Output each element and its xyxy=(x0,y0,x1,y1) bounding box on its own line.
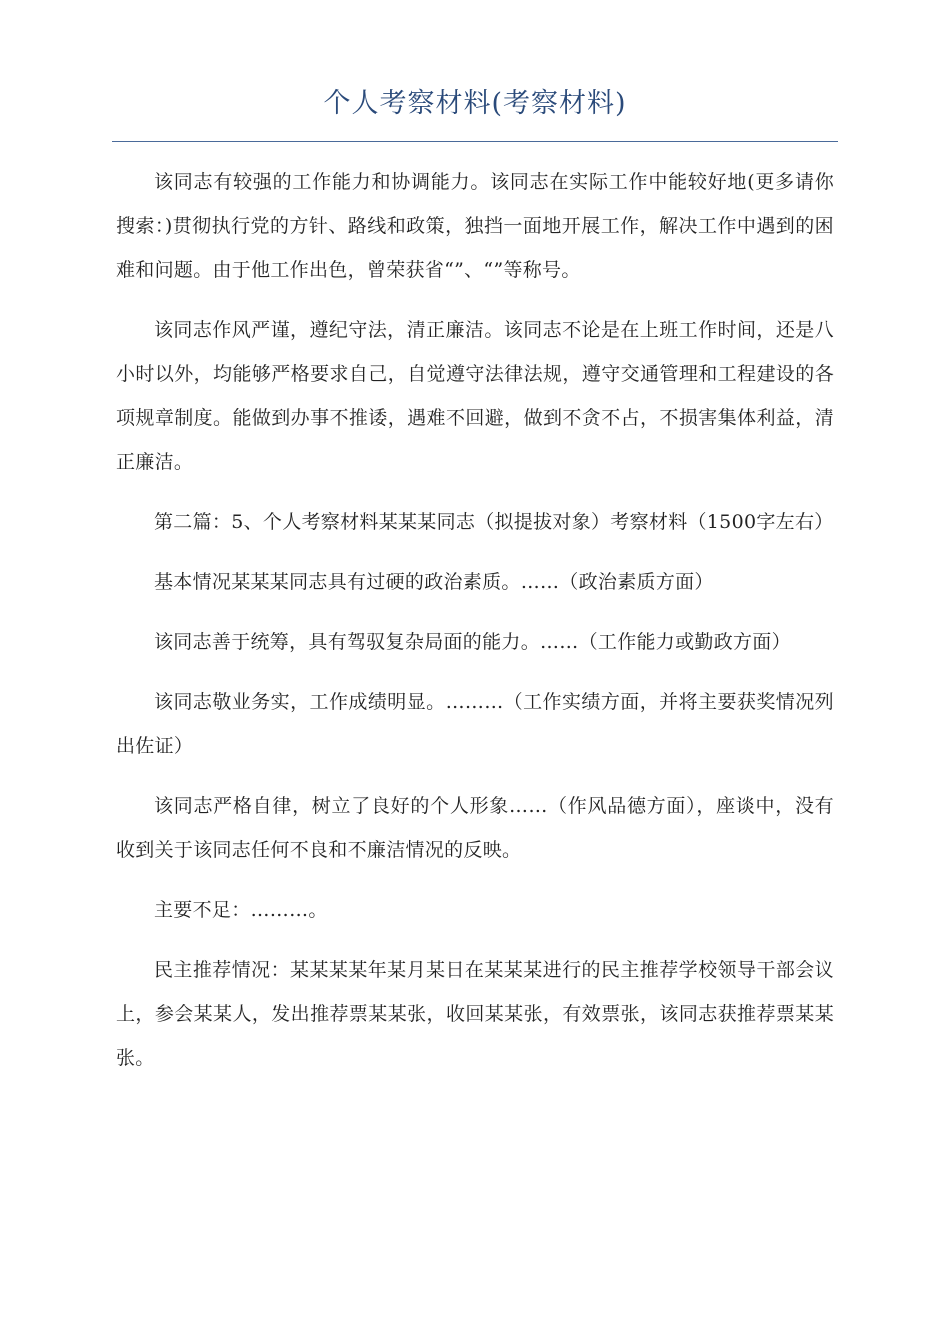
document-title: 个人考察材料(考察材料) xyxy=(323,88,627,119)
paragraph: 民主推荐情况：某某某某年某月某日在某某某进行的民主推荐学校领导干部会议上，参会某某人，发出推荐票某某张，收回某某张，有效票张，该同志获推荐票某某张。 xyxy=(116,959,834,1069)
paragraph: 主要不足：………。 xyxy=(154,899,328,921)
paragraph: 该同志作风严谨，遵纪守法，清正廉洁。该同志不论是在上班工作时间，还是八小时以外，均能够严格要求自己，自觉遵守法律法规，遵守交通管理和工程建设的各项规章制度。能做到办事不推诿，遇难不回避，做到不贪不占，不损害集体利益，清正廉洁。 xyxy=(116,319,834,473)
paragraph: 该同志敬业务实，工作成绩明显。………（工作实绩方面，并将主要获奖情况列出佐证） xyxy=(116,691,834,757)
paragraph: 该同志善于统筹，具有驾驭复杂局面的能力。……（工作能力或勤政方面） xyxy=(154,631,791,653)
paragraph: 该同志严格自律，树立了良好的个人形象……（作风品德方面），座谈中，没有收到关于该同志任何不良和不廉洁情况的反映。 xyxy=(116,795,834,861)
paragraph: 该同志有较强的工作能力和协调能力。该同志在实际工作中能较好地(更多请你搜索：)贯彻执行党的方针、路线和政策，独挡一面地开展工作，解决工作中遇到的困难和问题。由于他工作出色，曾荣获省“”、“”等称号。 xyxy=(116,171,834,281)
paragraph: 基本情况某某某同志具有过硬的政治素质。……（政治素质方面） xyxy=(154,571,714,593)
paragraph: 第二篇：5、个人考察材料某某某同志（拟提拔对象）考察材料（1500字左右） xyxy=(154,511,834,533)
document-body xyxy=(116,160,834,1096)
title-divider xyxy=(112,141,838,142)
